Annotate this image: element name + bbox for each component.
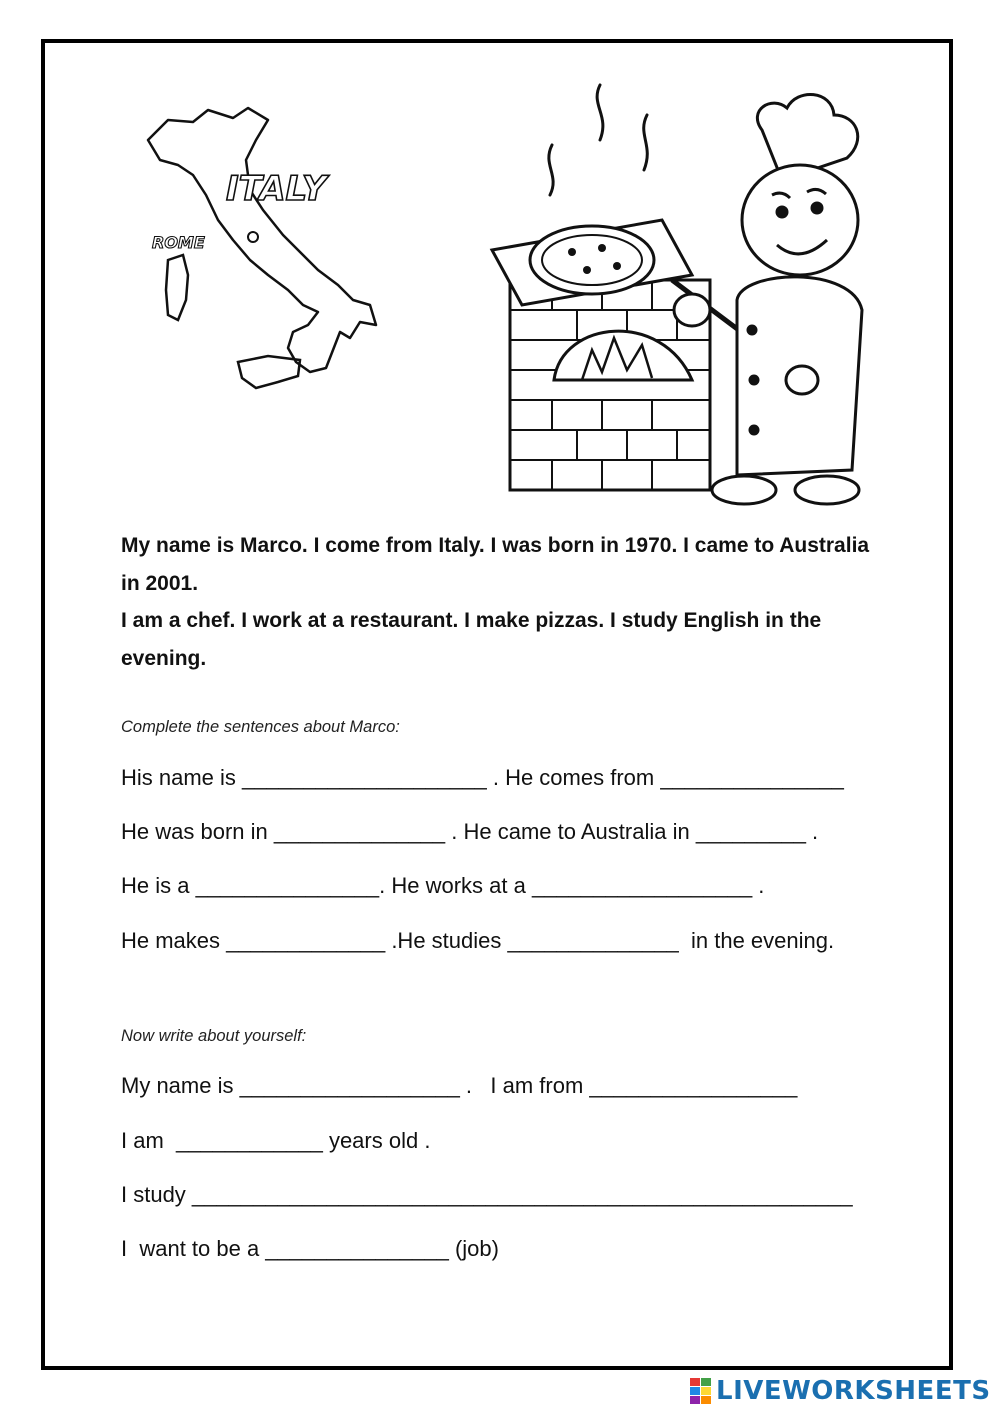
sicily-outline bbox=[238, 356, 300, 388]
italy-map-illustration bbox=[138, 100, 400, 400]
fill-in-line[interactable]: I study ______________________________________________________ bbox=[121, 1182, 853, 1207]
fill-in-line[interactable]: He makes _____________ .He studies ______________ in the evening. bbox=[121, 928, 835, 953]
liveworksheets-brand[interactable] bbox=[690, 1374, 991, 1408]
fill-in-line[interactable]: I am ____________ years old . bbox=[121, 1128, 431, 1153]
section1-instruction: Complete the sentences about Marco: bbox=[121, 718, 400, 736]
fill-in-line[interactable]: His name is ____________________ . He comes from _______________ bbox=[121, 765, 844, 790]
steam-lines bbox=[549, 85, 647, 195]
fill-in-line[interactable]: He was born in ______________ . He came to Australia in _________ . bbox=[121, 819, 819, 844]
map-city-label: ROME bbox=[152, 233, 205, 252]
fill-in-line[interactable]: I want to be a _______________ (job) bbox=[121, 1236, 499, 1261]
section2-instruction: Now write about yourself: bbox=[121, 1027, 307, 1045]
chef-pizza-oven-illustration bbox=[482, 80, 874, 508]
fill-in-line[interactable]: My name is __________________ . I am from _________________ bbox=[121, 1073, 798, 1098]
sardinia-outline bbox=[166, 255, 188, 320]
map-country-label: ITALY bbox=[226, 169, 327, 209]
liveworksheets-logo-icon bbox=[690, 1378, 712, 1404]
fill-in-line[interactable]: He is a _______________. He works at a __________________ . bbox=[121, 873, 765, 898]
brand-name: LIVEWORKSHEETS bbox=[716, 1376, 991, 1406]
chef-figure bbox=[674, 94, 862, 504]
rome-dot bbox=[248, 232, 258, 242]
story-paragraph-1: My name is Marco. I come from Italy. I was born in 1970. I came to Australia in 2001. bbox=[121, 534, 870, 595]
marco-story bbox=[121, 527, 891, 677]
story-paragraph-2: I am a chef. I work at a restaurant. I make pizzas. I study English in the evening. bbox=[121, 609, 822, 670]
